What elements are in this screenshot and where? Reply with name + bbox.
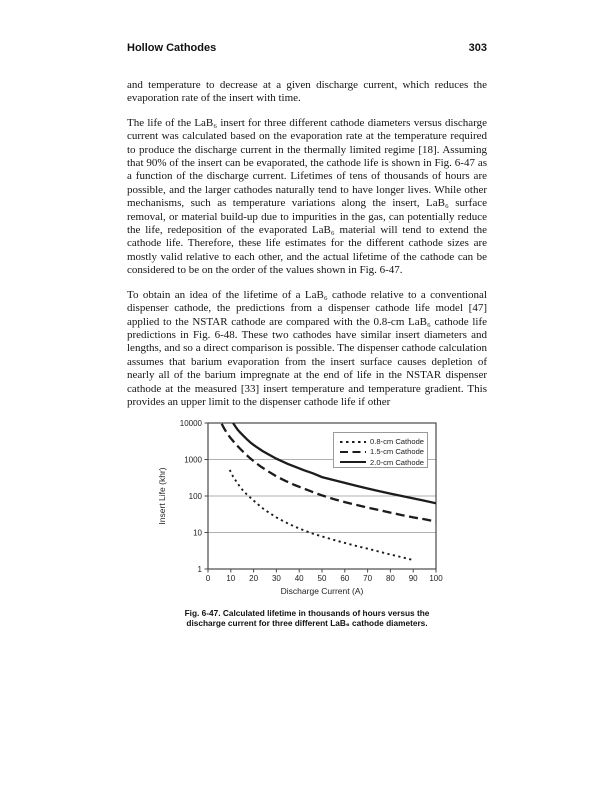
legend-row [340,447,427,457]
legend-label: 0.8-cm Cathode [370,437,425,446]
dashed-line-sample-icon [340,451,366,453]
caption-line-1: Fig. 6-47. Calculated lifetime in thousands of hours versus the [184,608,430,619]
chart-legend [333,432,428,468]
body-paragraph: The life of the LaB₆ insert for three different cathode diameters versus discharge current was calculated based on the evaporation rate at the temperature required to produce the discharge current in the thermally limited regime [18]. Assuming that 90% of the insert can be evaporated, the cathode life is shown in Fig. 6-47 as a function of the discharge current. Lifetimes of tens of thousands of hours are possible, and the larger cathodes naturally tend to have longer lives. While other mechanisms, such as temperature variations along the insert, LaB₆ surface removal, or material build-up due to impurities in the gas, can potentially reduce the life, redeposition of the evaporated LaB₆ material will tend to extend the cathode life. Therefore, these life estimates for the different cathode sizes are mostly valid relative to each other, and the actual lifetime of the cathode can be considered to be on the order of the values shown in Fig. 6-47. [127,116,487,277]
page-number: 303 [468,42,487,54]
chart [153,418,465,602]
running-header [127,42,487,55]
svg-text:1000: 1000 [184,455,202,465]
svg-text:0: 0 [205,574,211,584]
svg-text:10000: 10000 [179,419,202,429]
svg-text:100: 100 [429,574,443,584]
svg-text:100: 100 [188,492,202,502]
body-paragraph: and temperature to decrease at a given discharge current, which reduces the evaporation rate of the insert with time. [127,79,487,105]
svg-text:60: 60 [340,574,350,584]
solid-line-sample-icon [340,461,366,463]
svg-text:40: 40 [294,574,304,584]
body-paragraph: To obtain an idea of the lifetime of a LaB₆ cathode relative to a conventional dispenser cathode, the predictions from a dispenser cathode life model [47] applied to the NSTAR cathode are compared with the 0.8-cm LaB₆ cathode life predictions in Fig. 6-48. These two cathodes have similar insert diameters and lengths, and so a direct comparison is possible. The dispenser cathode calculation assumes that barium evaporation from the insert surface causes depletion of nearly all of the barium impregnate at the end of life in the NSTAR dispenser cathode at the measured [33] insert temperature and temperature gradient. This provides an upper limit to the dispenser cathode life if other [127,288,487,408]
svg-text:80: 80 [385,574,395,584]
page-content [127,42,487,629]
svg-text:70: 70 [363,574,373,584]
legend-row [340,457,427,467]
caption-line-2: discharge current for three different LaB₆ cathode diameters. [186,617,428,628]
svg-text:90: 90 [408,574,418,584]
figure-6-47 [127,418,487,628]
svg-text:10: 10 [226,574,236,584]
header-title: Hollow Cathodes [127,42,217,54]
legend-label: 2.0-cm Cathode [370,457,425,467]
svg-text:Discharge Current (A): Discharge Current (A) [280,586,364,597]
svg-text:10: 10 [193,528,202,538]
svg-text:Insert Life (khr): Insert Life (khr) [157,467,167,525]
legend-row [340,437,427,447]
svg-text:20: 20 [249,574,259,584]
dotted-line-sample-icon [340,441,366,443]
svg-text:50: 50 [317,574,327,584]
figure-caption [127,609,487,628]
legend-label: 1.5-cm Cathode [370,447,425,457]
svg-text:1: 1 [197,565,202,575]
svg-text:30: 30 [271,574,281,584]
